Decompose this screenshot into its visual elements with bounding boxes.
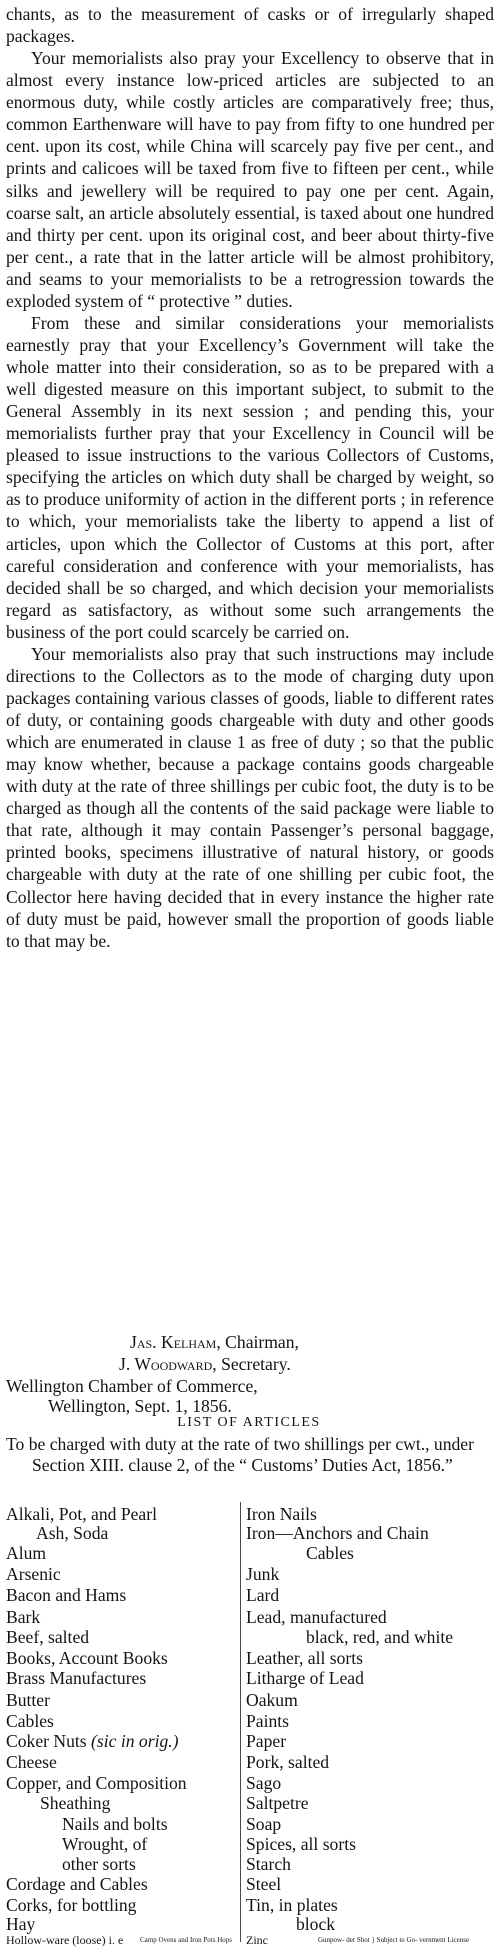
list-item-left: Nails and bolts [62,1814,168,1834]
list-item-right: Starch [246,1854,291,1874]
list-item-left: Arsenic [6,1564,61,1584]
list-item-right: Iron—Anchors and Chain [246,1523,429,1543]
list-item-right: Oakum [246,1690,298,1710]
paragraph-2: Your memorialists also pray your Excellency to observe that in almost every instance low-priced articles are subjected to an enormous duty, while costly articles are comparatively free; thus, common Earthenware will have to pay from fifty to one hundred per cent. upon its cost, while China will scarcely pay five per cent., and prints and calicoes will be taxed from five to fifteen per cent., while silks and jewellery will be required to pay one per cent. Again, coarse salt, an article absolutely essential, is taxed about one hundred and thirty per cent. upon its original cost, and beer about thirty-five per cent., a rate that in the latter article will be almost prohibitory, and seams to your memorialists to be a retrogression towards the exploded system of “ protective ” duties. [6,48,494,311]
list-item-right: Soap [246,1814,282,1834]
list-item-left: Butter [6,1690,50,1710]
list-item-left: Cheese [6,1752,57,1772]
list-item-right: Gunpow- der Shot } Subject to Go- vernment License [318,1936,470,1944]
list-item-right: Spices, all sorts [246,1834,356,1854]
list-item-right: block [296,1914,336,1934]
list-item-left: Alkali, Pot, and Pearl [6,1504,157,1524]
paragraph-3: From these and similar considerations your memorialists earnestly pray that your Excellency’s Government will take the whole matter into their consideration, so as to be prepared with a well digested measure on this important subject, to submit to the General Assembly in its next session ; and pending this, your memorialists further pray that your Excellency in Council will be pleased to issue instructions to the various Collectors of Customs, specifying the articles on which duty shall be charged by weight, so as to produce uniformity of action in the different ports ; in reference to which, your memorialists take the liberty to append a list of articles, upon which the Collector of Customs at this port, after careful consideration and conference with your memorialists, has decided shall be so charged, and which decision your memorialists regard as satisfactory, as without some such arrangements the business of the port could scarcely be carried on. [6,312,494,642]
list-item-left: Alum [6,1543,47,1563]
column-divider [240,1502,241,1942]
sic-note: (sic in orig.) [91,1731,179,1751]
list-item-right: Junk [246,1564,280,1584]
list-item-right: Steel [246,1874,282,1894]
list-item-left: Hollow-ware (loose) i. e [6,1933,124,1947]
list-intro-text: To be charged with duty at the rate of two shillings per cwt., under Section XIII. clause 2, of the “ Customs’ Duties Act, 1856.” [6,1434,474,1475]
list-item-left: Bacon and Hams [6,1585,127,1605]
list-item-right: Paper [246,1731,287,1751]
place-date: Wellington, Sept. 1, 1856. [48,1396,232,1416]
list-item-left: Cordage and Cables [6,1874,148,1894]
list-item-left: Beef, salted [6,1627,90,1647]
list-item-right: Leather, all sorts [246,1648,364,1668]
chairman-title: Chairman, [225,1332,299,1352]
list-item-left: Corks, for bottling [6,1895,137,1915]
list-item-left: Bark [6,1607,41,1627]
list-item-right: Litharge of Lead [246,1668,364,1688]
list-item-left: Ash, Soda [36,1523,109,1543]
secretary-name: J. Woodward, [119,1354,217,1374]
chairman-name: Jas. Kelham, [130,1332,221,1352]
list-item-left: Cables [6,1711,54,1731]
list-item-left: Copper, and Composition [6,1773,187,1793]
list-item-right: Sago [246,1773,282,1793]
list-title: LIST OF ARTICLES [177,1415,321,1430]
list-item-right: Lead, manufactured [246,1607,387,1627]
list-item-right: Saltpetre [246,1793,309,1813]
list-item-right: Zinc [246,1933,268,1947]
memorial-text [6,3,494,952]
secretary-line [119,1353,291,1375]
list-item-right: Lard [246,1585,280,1605]
list-item-left: Camp Ovens and Iron Pots Hops [140,1936,232,1944]
list-item-left: Brass Manufactures [6,1668,147,1688]
chamber-name: Wellington Chamber of Commerce, [6,1376,258,1396]
list-item-left: other sorts [62,1854,136,1874]
list-item-left: Sheathing [40,1793,111,1813]
paragraph-4: Your memorialists also pray that such instructions may include directions to the Collectors as to the mode of charging duty upon packages containing various classes of goods, liable to different rates of duty, or containing goods chargeable with duty and other goods which are enumerated in clause 1 as free of duty ; so that the public may know whether, because a package contains goods chargeable with duty at the rate of three shillings per cubic foot, the duty is to be charged as though all the contents of the said package were liable to that rate, although it may contain Passenger’s personal baggage, printed books, specimens illustrative of natural history, or goods chargeable with duty at the rate of one shilling per cubic foot, the Collector here having decided that in every instance the higher rate of duty must be paid, however small the proportion of goods liable to that may be. [6,643,494,951]
list-item-right: Pork, salted [246,1752,330,1772]
paragraph-1: chants, as to the measurement of casks or of irregularly shaped packages. [6,4,494,47]
coker-nuts-label: Coker Nuts [6,1731,87,1751]
list-item-right: Tin, in plates [246,1895,338,1915]
list-item-left: Wrought, of [62,1834,148,1854]
list-item-right: Iron Nails [246,1504,317,1524]
list-item-right: black, red, and white [306,1627,454,1647]
chairman-line [130,1331,299,1353]
secretary-title: Secretary. [221,1354,291,1374]
list-intro [6,1434,494,1475]
list-item-left [6,1731,179,1751]
list-item-left: Hay [6,1914,36,1934]
list-item-right: Cables [306,1543,354,1563]
list-item-left: Books, Account Books [6,1648,168,1668]
list-item-right: Paints [246,1711,290,1731]
